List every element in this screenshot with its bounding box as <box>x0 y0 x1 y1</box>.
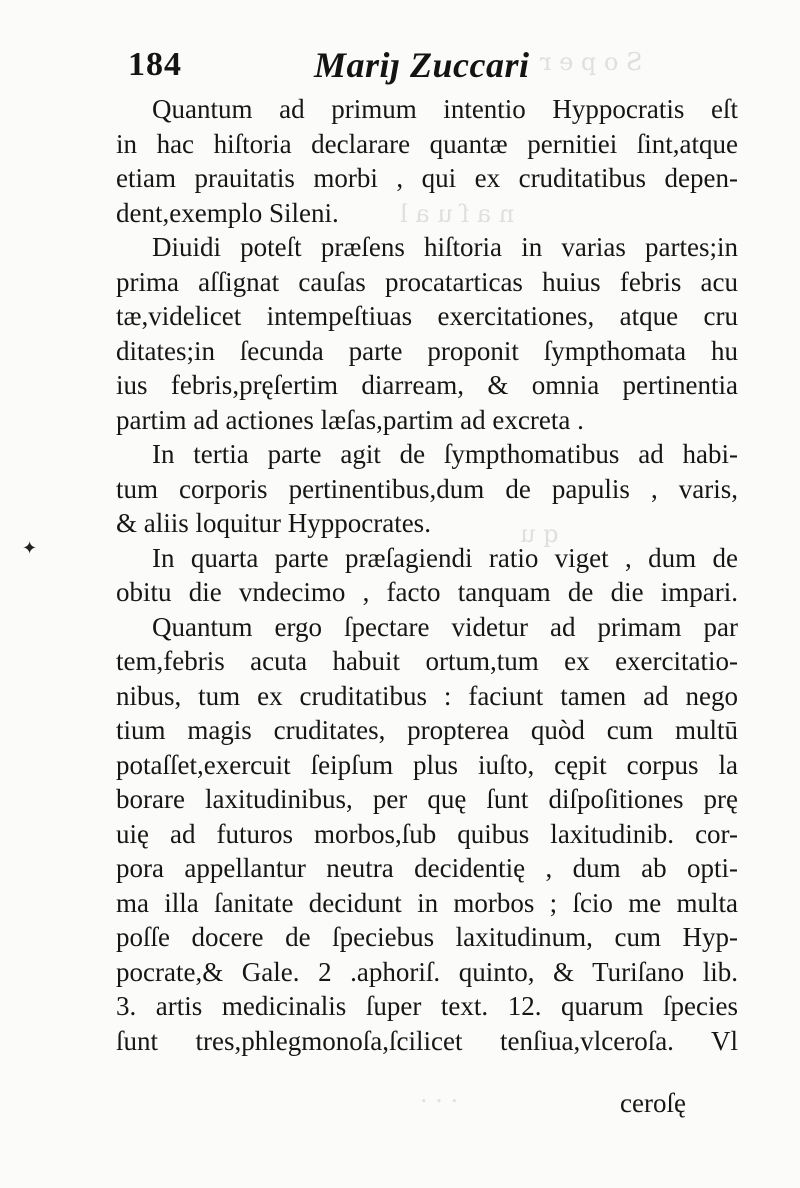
text-line: tum corporis pertinentibus,dum de papulis , varis, <box>116 473 738 504</box>
text-line: nibus, tum ex cruditatibus : faciunt tamen ad nego <box>116 680 738 711</box>
text-line: ma illa ſanitate decidunt in morbos ; ſcio me multa <box>116 887 738 918</box>
text-line: Quantum ad primum intentio Hyppocratis eſt <box>152 94 738 124</box>
text-line: tium magis cruditates, propterea quòd cum multū <box>116 715 738 745</box>
text-line: Diuidi poteſt præſens hiſtoria in varias partes;in <box>152 232 738 262</box>
text-line: ſunt tres,phlegmonoſa,ſcilicet tenſiua,vlceroſa. Vl <box>116 1025 738 1056</box>
text-line: In tertia parte agit de ſympthomatibus ad habi- <box>152 439 738 469</box>
text-line: in hac hiſtoria declarare quantæ pernitiei ſint,atque <box>116 128 738 159</box>
text-line: tæ,videlicet intempeſtiuas exercitationes, atque cru <box>116 301 738 331</box>
catchword: ceroſę <box>620 1088 686 1118</box>
text-line: obitu die vndecimo , facto tanquam de die impari. <box>116 577 738 607</box>
text-line: ius febris,pręſertim diarream, & omnia pertinentia <box>116 370 738 400</box>
text-line: ditates;in ſecunda parte proponit ſympthomata hu <box>116 335 738 366</box>
text-line: poſſe docere de ſpeciebus laxitudinum, cum Hyp- <box>116 922 738 952</box>
text-line: In quarta parte præſagiendi ratio viget , dum de <box>152 542 738 573</box>
body-text <box>116 92 738 1058</box>
bleed-through-decoration: S o p e r <box>540 48 643 76</box>
text-line: Quantum ergo ſpectare videtur ad primam par <box>152 611 738 642</box>
text-line: tem,febris acuta habuit ortum,tum ex exercitatio- <box>116 646 738 676</box>
bleed-through-decoration: q u <box>520 520 559 548</box>
text-line: borare laxitudinibus, per quę ſunt diſpoſitiones prę <box>116 784 738 814</box>
text-line: 3. artis medicinalis ſuper text. 12. quarum ſpecies <box>116 991 738 1021</box>
text-line: dent,exemplo Sileni. <box>116 197 339 228</box>
text-line: & aliis loquitur Hyppocrates. <box>116 508 431 538</box>
page-number: 184 <box>128 46 182 83</box>
text-line: uię ad futuros morbos,ſub quibus laxitudinib. cor- <box>116 818 738 849</box>
bleed-through-decoration: n a ſ u a l <box>400 200 515 228</box>
bleed-through-decoration: . . . <box>420 1080 459 1108</box>
text-line: partim ad actiones læſas,partim ad excreta . <box>116 404 584 435</box>
text-line: pocrate,& Gale. 2 .aphoriſ. quinto, & Turiſano lib. <box>116 956 738 987</box>
text-line: pora appellantur neutra decidentię , dum ab opti- <box>116 853 738 883</box>
margin-mark: ✦ <box>22 538 38 559</box>
running-head: Mariȷ Zuccari <box>314 45 530 85</box>
text-line: etiam prauitatis morbi , qui ex cruditatibus depen- <box>116 163 738 193</box>
page-header <box>122 40 742 90</box>
text-line: prima aſſignat cauſas procatarticas huius febris acu <box>116 266 738 297</box>
text-line: potaſſet,exercuit ſeipſum plus iuſto, cępit corpus la <box>116 749 738 780</box>
